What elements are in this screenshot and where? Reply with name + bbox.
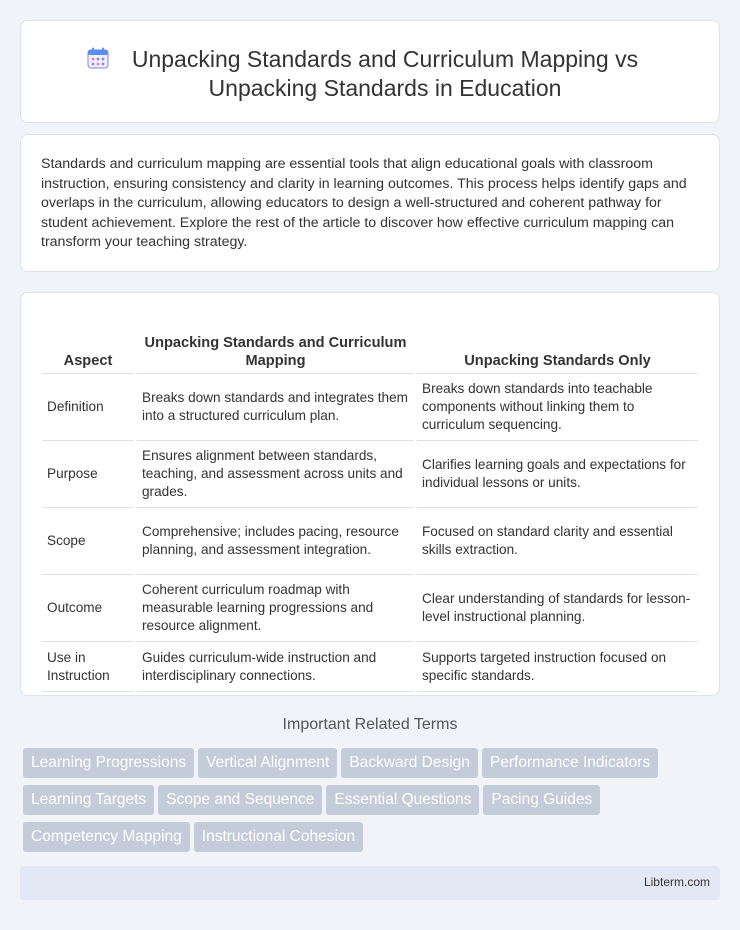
row-mapping: Ensures alignment between standards, teaching, and assessment across units and grades. [137,441,414,508]
table-row [42,575,698,642]
intro-card [20,134,720,272]
term-tag[interactable]: Essential Questions [326,785,479,815]
row-mapping: Comprehensive; includes pacing, resource planning, and assessment integration. [137,508,414,575]
row-mapping: Guides curriculum-wide instruction and interdisciplinary connections. [137,642,414,692]
table-row [42,374,698,441]
row-only: Supports targeted instruction focused on specific standards. [417,642,698,692]
header-only: Unpacking Standards Only [417,311,698,374]
term-tag[interactable]: Pacing Guides [483,785,600,815]
related-terms-title: Important Related Terms [282,716,458,733]
term-tag[interactable]: Learning Targets [23,785,154,815]
row-aspect: Purpose [42,441,134,508]
row-only: Clear understanding of standards for lesson-level instructional planning. [417,575,698,642]
header-mapping: Unpacking Standards and Curriculum Mapping [137,311,414,374]
term-tag[interactable]: Learning Progressions [23,748,194,778]
term-tag[interactable]: Instructional Cohesion [194,822,363,852]
row-only: Focused on standard clarity and essential skills extraction. [417,508,698,575]
row-only: Breaks down standards into teachable components without linking them to curriculum sequencing. [417,374,698,441]
title-card [20,20,720,123]
row-aspect: Scope [42,508,134,575]
table-row [42,441,698,508]
footer-brand[interactable]: Libterm.com [643,875,710,889]
term-tag[interactable]: Backward Design [341,748,478,778]
intro-text: Standards and curriculum mapping are essential tools that align educational goals with classroom instruction, ensuring consistency and clarity in learning outcomes. This process helps identify gaps and overlaps in the curriculum, allowing educators to design a well-structured and coherent pathway for student achievement. Explore the rest of the article to discover how effective curriculum mapping can transform your teaching strategy. [41,156,687,251]
page-title: Unpacking Standards and Curriculum Mapping vs Unpacking Standards in Education [131,46,639,101]
footer [20,866,720,900]
row-aspect: Definition [42,374,134,441]
header-aspect: Aspect [42,311,134,374]
row-mapping: Breaks down standards and integrates them into a structured curriculum plan. [137,374,414,441]
row-mapping: Coherent curriculum roadmap with measurable learning progressions and resource alignment. [137,575,414,642]
row-aspect: Outcome [42,575,134,642]
row-aspect: Use in Instruction [42,642,134,692]
term-tag[interactable]: Competency Mapping [23,822,190,852]
term-tag[interactable]: Performance Indicators [482,748,658,778]
table-row [42,508,698,575]
table-row [42,642,698,692]
comparison-card [20,292,720,696]
term-tag[interactable]: Scope and Sequence [158,785,322,815]
term-tag[interactable]: Vertical Alignment [198,748,337,778]
comparison-table [39,311,701,692]
row-only: Clarifies learning goals and expectations for individual lessons or units. [417,441,698,508]
related-terms-list [23,748,723,859]
